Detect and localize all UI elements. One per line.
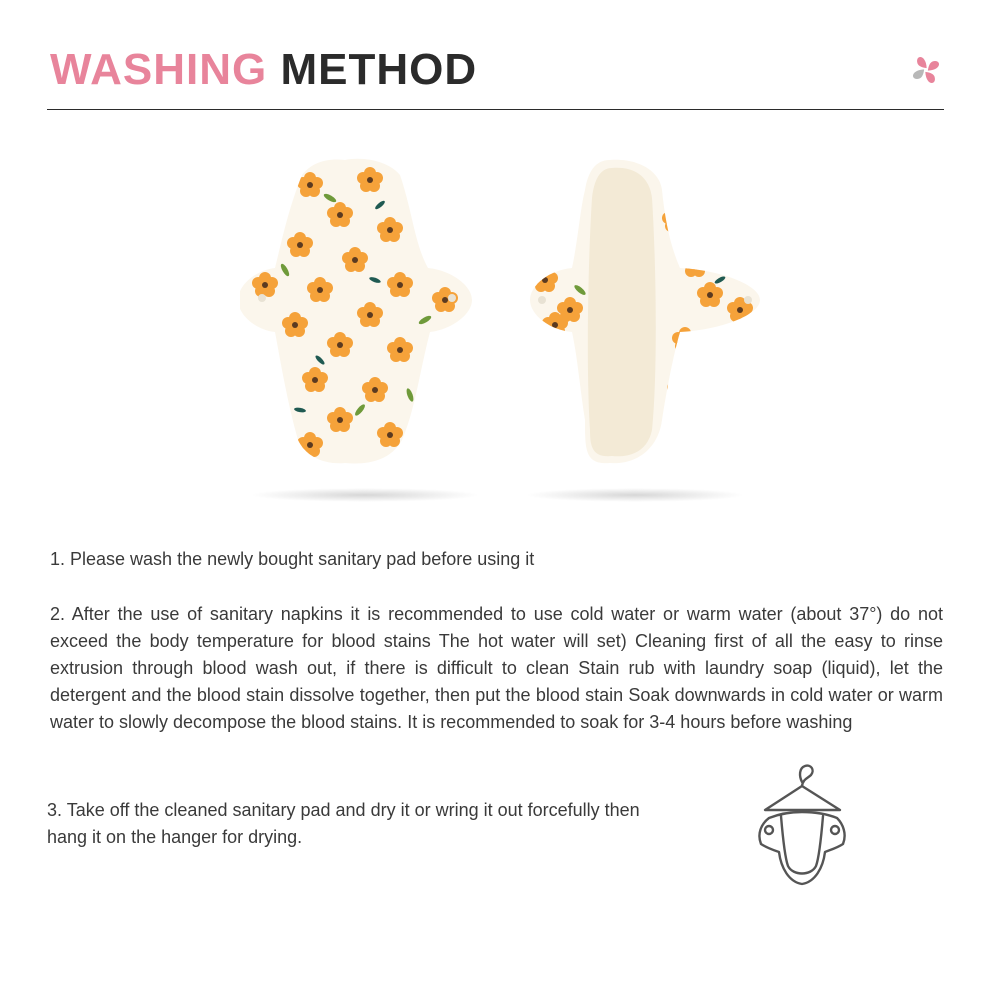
clover-logo-icon <box>906 50 946 90</box>
back-pad-shadow <box>525 488 745 502</box>
front-pad-shadow <box>250 488 480 502</box>
pad-on-hanger-icon <box>755 760 850 890</box>
pads-illustration <box>240 150 780 510</box>
title-highlight: WASHING <box>50 45 268 94</box>
step-2-text: 2. After the use of sanitary napkins it is recommended to use cold water or warm water (about 37°) do not exceed the body temperature for blood stains The hot water will set) Cleaning first of all the easy to rinse extrusion through blood wash out, if there is difficult to clean Stain rub with laundry soap (liquid), let the detergent and the blood stain dissolve together, then put the blood stain Soak downwards in cold water or warm water to slowly decompose the blood stains. It is recommended to soak for 3-4 hours before washing <box>50 604 943 732</box>
step-1-text: 1. Please wash the newly bought sanitary pad before using it <box>50 549 535 569</box>
page-title <box>50 44 477 96</box>
step-3-text: 3. Take off the cleaned sanitary pad and dry it or wring it out forcefully then hang it on the hanger for drying. <box>47 800 640 847</box>
title-rest: METHOD <box>280 45 478 94</box>
header-divider <box>47 109 944 110</box>
